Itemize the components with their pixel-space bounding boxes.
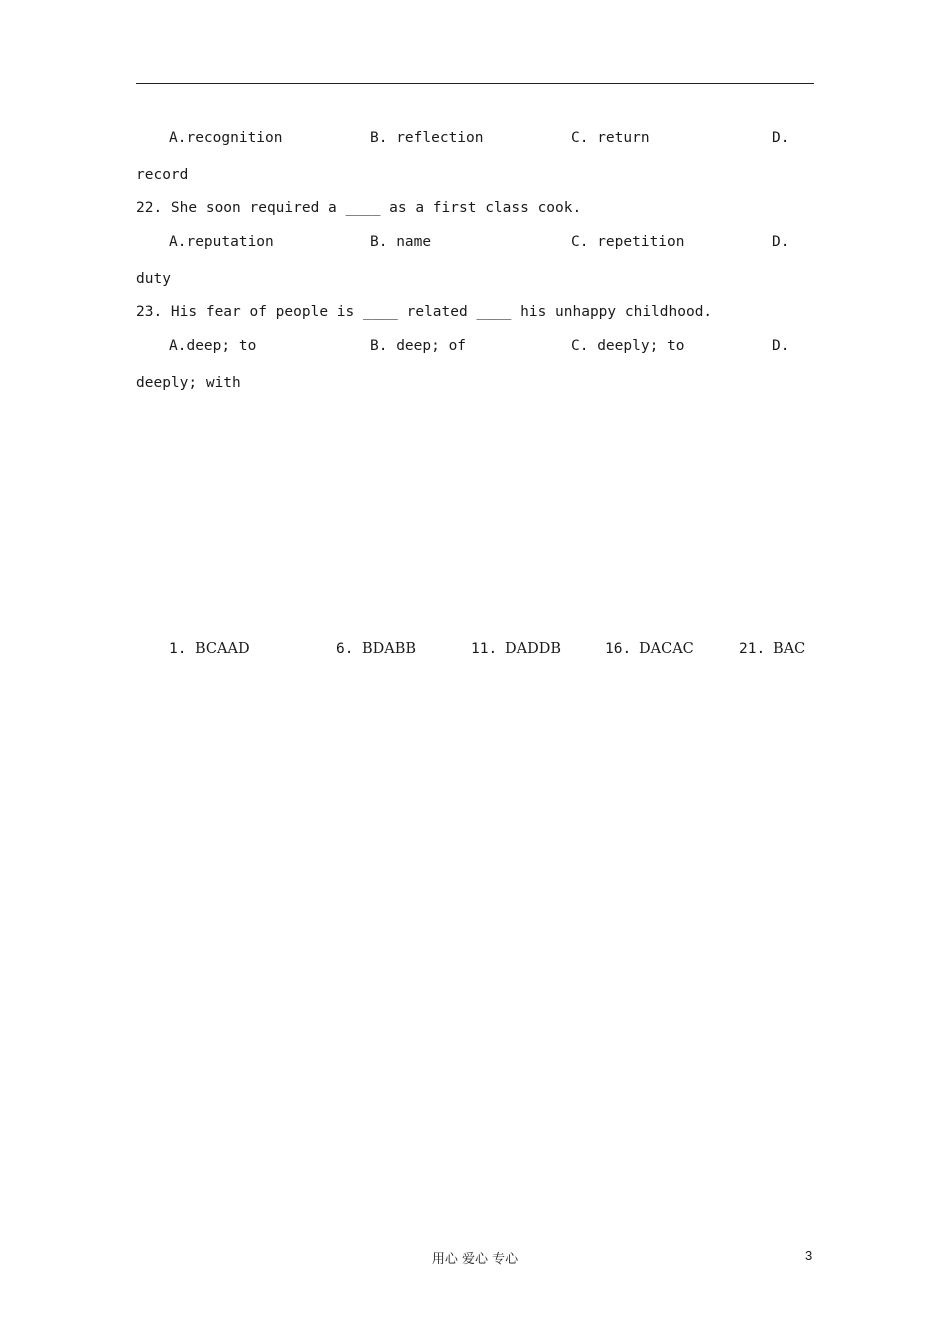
option-a: A.reputation bbox=[169, 234, 274, 250]
option-c: C. deeply; to bbox=[571, 338, 685, 354]
answer-number: 6. bbox=[336, 641, 354, 657]
answer-letters: BCAAD bbox=[195, 641, 250, 657]
answer-letters: BDABB bbox=[362, 641, 417, 657]
option-b: B. deep; of bbox=[370, 338, 467, 354]
answer-number: 11. bbox=[471, 641, 498, 657]
option-c: C. repetition bbox=[571, 234, 685, 250]
option-d-text: deeply; with bbox=[136, 375, 241, 391]
answer-number: 16. bbox=[605, 641, 632, 657]
answer-letters: DACAC bbox=[639, 641, 694, 657]
option-d-text: record bbox=[136, 167, 189, 183]
option-d: D. bbox=[772, 234, 790, 250]
option-b: B. reflection bbox=[370, 130, 484, 146]
question-stem: 22. She soon required a ____ as a first class cook. bbox=[136, 200, 582, 216]
answer-letters: BAC bbox=[773, 641, 806, 657]
option-a: A.deep; to bbox=[169, 338, 257, 354]
page-number: 3 bbox=[805, 1248, 813, 1263]
option-d: D. bbox=[772, 338, 790, 354]
question-stem: 23. His fear of people is ____ related ____ his unhappy childhood. bbox=[136, 304, 713, 320]
option-c: C. return bbox=[571, 130, 650, 146]
answer-letters: DADDB bbox=[505, 641, 562, 657]
option-a: A.recognition bbox=[169, 130, 283, 146]
option-d-text: duty bbox=[136, 271, 171, 287]
option-b: B. name bbox=[370, 234, 432, 250]
option-d: D. bbox=[772, 130, 790, 146]
header-rule bbox=[136, 83, 814, 84]
answer-number: 21. bbox=[739, 641, 766, 657]
answer-number: 1. bbox=[169, 641, 187, 657]
footer-motto: 用心 爱心 专心 bbox=[431, 1252, 519, 1267]
